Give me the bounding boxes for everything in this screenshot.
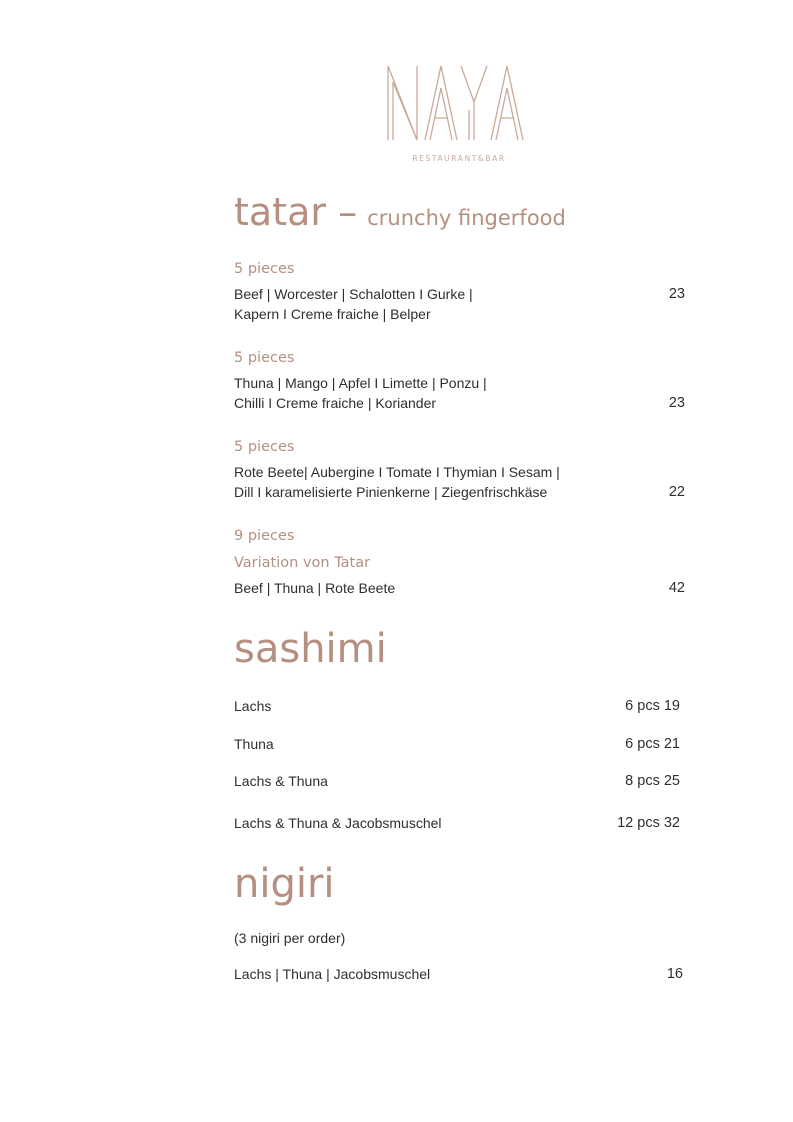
tatar-item-2-line2: Chilli I Creme fraiche | Koriander: [234, 395, 437, 411]
sashimi-heading: [234, 626, 387, 672]
tatar-title: tatar –: [234, 190, 358, 234]
tatar-item-3-line2: Dill I karamelisierte Pinienkerne | Ziegenfrischkäse: [234, 484, 548, 500]
tatar-item-1-price: 23: [668, 286, 685, 302]
sashimi-item-2-name: Thuna: [234, 736, 274, 752]
tatar-item-2-price: 23: [668, 395, 685, 411]
tatar-item-3-price: 22: [668, 484, 685, 500]
nigiri-item-1-price: 16: [666, 966, 683, 982]
nigiri-heading: [234, 861, 335, 907]
sashimi-item-1-name: Lachs: [234, 698, 272, 714]
nigiri-item-1-name: Lachs | Thuna | Jacobsmuschel: [234, 966, 431, 982]
sashimi-item-3-name: Lachs & Thuna: [234, 773, 328, 789]
tatar-item-3-pieces: 5 pieces: [234, 439, 295, 455]
tatar-item-4-price: 42: [668, 580, 685, 596]
sashimi-item-3-price: 8 pcs 25: [625, 773, 680, 789]
tatar-item-1-pieces: 5 pieces: [234, 261, 295, 277]
brand-logo: [383, 60, 535, 170]
sashimi-title: sashimi: [234, 626, 387, 672]
tatar-item-1-line2: Kapern I Creme fraiche | Belper: [234, 306, 431, 322]
tatar-item-4-name: Variation von Tatar: [234, 555, 371, 571]
tatar-item-3-line1: Rote Beete| Aubergine I Tomate I Thymian I Sesam |: [234, 464, 560, 480]
sashimi-item-2-price: 6 pcs 21: [625, 736, 680, 752]
sashimi-item-1-price: 6 pcs 19: [625, 698, 680, 714]
tatar-heading: [234, 190, 566, 234]
tatar-item-2-pieces: 5 pieces: [234, 350, 295, 366]
nigiri-title: nigiri: [234, 861, 335, 907]
naya-logo-mark: [383, 60, 535, 146]
tatar-item-2-line1: Thuna | Mango | Apfel I Limette | Ponzu |: [234, 375, 487, 391]
sashimi-item-4-name: Lachs & Thuna & Jacobsmuschel: [234, 815, 442, 831]
tatar-item-1-line1: Beef | Worcester | Schalotten I Gurke |: [234, 286, 473, 302]
logo-tagline: RESTAURANT&BAR: [412, 154, 506, 163]
nigiri-note: (3 nigiri per order): [234, 930, 346, 946]
tatar-item-4-line1: Beef | Thuna | Rote Beete: [234, 580, 396, 596]
tatar-subtitle: crunchy fingerfood: [367, 206, 566, 230]
sashimi-item-4-price: 12 pcs 32: [617, 815, 680, 831]
tatar-item-4-pieces: 9 pieces: [234, 528, 295, 544]
